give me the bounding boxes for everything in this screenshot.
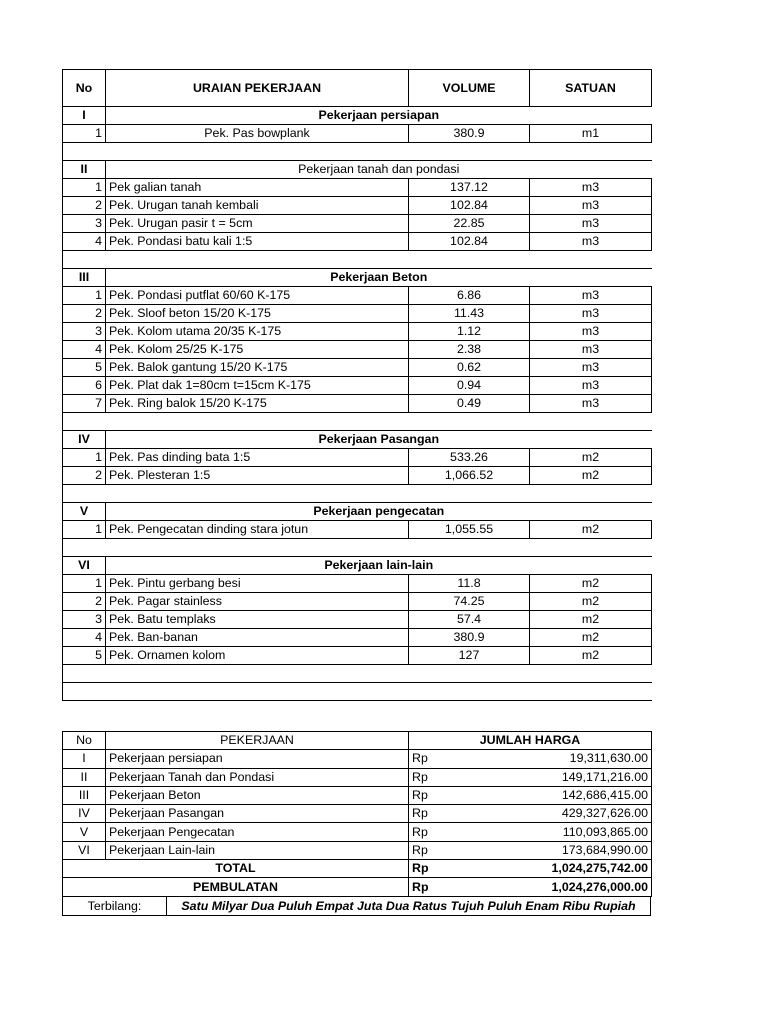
item-description: Pek. Pondasi putflat 60/60 K-175 xyxy=(106,287,409,305)
item-description: Pek. Pagar stainless xyxy=(106,593,409,611)
item-number: 2 xyxy=(63,593,106,611)
spacer-cell xyxy=(63,539,652,557)
summary-row xyxy=(63,768,652,786)
item-unit: m3 xyxy=(530,287,652,305)
item-unit: m2 xyxy=(530,449,652,467)
item-description: Pek. Batu templaks xyxy=(106,611,409,629)
section-header-row xyxy=(63,503,652,521)
currency-label: Rp xyxy=(412,788,428,803)
table-row xyxy=(63,341,652,359)
section-number: III xyxy=(63,269,106,287)
item-number: 1 xyxy=(63,521,106,539)
item-volume: 6.86 xyxy=(409,287,530,305)
item-unit: m3 xyxy=(530,395,652,413)
total-label: TOTAL xyxy=(63,860,409,878)
table-header-row xyxy=(63,70,652,107)
table-row xyxy=(63,305,652,323)
table-row xyxy=(63,215,652,233)
section-title: Pekerjaan lain-lain xyxy=(106,557,652,575)
amount-wrap xyxy=(412,842,648,859)
amount-value: 142,686,415.00 xyxy=(561,788,648,803)
summary-header-jumlah: JUMLAH HARGA xyxy=(409,732,652,750)
item-unit: m3 xyxy=(530,215,652,233)
summary-row xyxy=(63,841,652,859)
section-number: IV xyxy=(63,431,106,449)
item-unit: m2 xyxy=(530,611,652,629)
item-description: Pek. Kolom 25/25 K-175 xyxy=(106,341,409,359)
table-row xyxy=(63,647,652,665)
amount-cell xyxy=(409,768,652,786)
summary-header-pekerjaan: PEKERJAAN xyxy=(106,732,409,750)
item-number: 4 xyxy=(63,233,106,251)
summary-row xyxy=(63,750,652,768)
item-description: Pek. Urugan tanah kembali xyxy=(106,197,409,215)
item-unit: m2 xyxy=(530,467,652,485)
item-unit: m3 xyxy=(530,233,652,251)
header-satuan: SATUAN xyxy=(530,70,652,107)
spacer-row xyxy=(63,143,652,161)
pembulatan-row xyxy=(63,878,652,896)
header-uraian: URAIAN PEKERJAAN xyxy=(106,70,409,107)
item-number: 4 xyxy=(63,629,106,647)
amount-value: 429,327,626.00 xyxy=(561,806,648,821)
summary-row xyxy=(63,823,652,841)
amount-cell xyxy=(409,750,652,768)
summary-name: Pekerjaan Pasangan xyxy=(106,805,409,823)
amount-value: 1,024,276,000.00 xyxy=(551,879,648,894)
item-number: 3 xyxy=(63,611,106,629)
amount-value: 110,093,865.00 xyxy=(562,824,648,839)
header-no: No xyxy=(63,70,106,107)
summary-number: IV xyxy=(63,805,106,823)
empty-row xyxy=(63,683,652,701)
summary-number: VI xyxy=(63,841,106,859)
item-unit: m3 xyxy=(530,323,652,341)
table-row xyxy=(63,395,652,413)
item-number: 4 xyxy=(63,341,106,359)
amount-value: 1,024,275,742.00 xyxy=(551,861,648,876)
item-volume: 380.9 xyxy=(409,629,530,647)
item-volume: 11.8 xyxy=(409,575,530,593)
table-row xyxy=(63,521,652,539)
spacer-cell xyxy=(63,485,652,503)
item-description: Pek. Ring balok 15/20 K-175 xyxy=(106,395,409,413)
item-volume: 127 xyxy=(409,647,530,665)
table-row xyxy=(63,575,652,593)
item-unit: m2 xyxy=(530,593,652,611)
item-description: Pek. Pas bowplank xyxy=(106,125,409,143)
table-row xyxy=(63,593,652,611)
item-description: Pek. Urugan pasir t = 5cm xyxy=(106,215,409,233)
summary-number: III xyxy=(63,786,106,804)
item-number: 6 xyxy=(63,377,106,395)
section-number: II xyxy=(63,161,106,179)
amount-value: 149,171,216.00 xyxy=(561,769,648,784)
section-header-row xyxy=(63,557,652,575)
item-volume: 533.26 xyxy=(409,449,530,467)
item-description: Pek. Pas dinding bata 1:5 xyxy=(106,449,409,467)
cost-summary-container xyxy=(62,731,651,897)
amount-value: 19,311,630.00 xyxy=(569,751,648,766)
pembulatan-label: PEMBULATAN xyxy=(63,878,409,896)
summary-name: Pekerjaan Pengecatan xyxy=(106,823,409,841)
item-volume: 1.12 xyxy=(409,323,530,341)
amount-cell xyxy=(409,878,652,896)
item-volume: 74.25 xyxy=(409,593,530,611)
spacer-cell xyxy=(63,413,652,431)
item-description: Pek. Balok gantung 15/20 K-175 xyxy=(106,359,409,377)
section-title: Pekerjaan Pasangan xyxy=(106,431,652,449)
summary-header-no: No xyxy=(63,732,106,750)
amount-wrap xyxy=(412,860,648,877)
cost-summary-table xyxy=(62,731,652,897)
item-number: 1 xyxy=(63,125,106,143)
terbilang-label: Terbilang: xyxy=(63,897,167,915)
amount-cell xyxy=(409,860,652,878)
table-row xyxy=(63,611,652,629)
item-description: Pek galian tanah xyxy=(106,179,409,197)
item-number: 5 xyxy=(63,647,106,665)
section-title: Pekerjaan pengecatan xyxy=(106,503,652,521)
summary-name: Pekerjaan Tanah dan Pondasi xyxy=(106,768,409,786)
item-number: 7 xyxy=(63,395,106,413)
item-volume: 0.62 xyxy=(409,359,530,377)
currency-label: Rp xyxy=(412,769,428,784)
item-unit: m3 xyxy=(530,197,652,215)
item-description: Pek. Plesteran 1:5 xyxy=(106,467,409,485)
section-number: I xyxy=(63,107,106,125)
amount-wrap xyxy=(412,750,648,767)
item-number: 2 xyxy=(63,305,106,323)
currency-label: Rp xyxy=(412,751,428,766)
section-number: V xyxy=(63,503,106,521)
section-header-row xyxy=(63,107,652,125)
amount-cell xyxy=(409,786,652,804)
summary-number: V xyxy=(63,823,106,841)
summary-row xyxy=(63,786,652,804)
amount-wrap xyxy=(412,824,648,841)
total-row xyxy=(63,860,652,878)
item-unit: m3 xyxy=(530,341,652,359)
table-row xyxy=(63,629,652,647)
item-description: Pek. Ornamen kolom xyxy=(106,647,409,665)
item-volume: 0.49 xyxy=(409,395,530,413)
summary-name: Pekerjaan Beton xyxy=(106,786,409,804)
item-unit: m3 xyxy=(530,377,652,395)
item-volume: 2.38 xyxy=(409,341,530,359)
summary-number: I xyxy=(63,750,106,768)
terbilang-value: Satu Milyar Dua Puluh Empat Juta Dua Ratus Tujuh Puluh Enam Ribu Rupiah xyxy=(181,899,636,913)
summary-number: II xyxy=(63,768,106,786)
currency-label: Rp xyxy=(412,806,428,821)
table-row xyxy=(63,197,652,215)
item-unit: m3 xyxy=(530,179,652,197)
table-row xyxy=(63,323,652,341)
table-row xyxy=(63,179,652,197)
table-row xyxy=(63,449,652,467)
header-volume: VOLUME xyxy=(409,70,530,107)
item-description: Pek. Pondasi batu kali 1:5 xyxy=(106,233,409,251)
amount-wrap xyxy=(412,787,648,804)
section-title: Pekerjaan persiapan xyxy=(106,107,652,125)
amount-wrap xyxy=(412,879,648,896)
item-unit: m2 xyxy=(530,575,652,593)
table-row xyxy=(63,125,652,143)
item-number: 3 xyxy=(63,323,106,341)
summary-row xyxy=(63,805,652,823)
item-volume: 380.9 xyxy=(409,125,530,143)
section-title: Pekerjaan tanah dan pondasi xyxy=(106,161,652,179)
table-row xyxy=(63,359,652,377)
volume-table-container xyxy=(62,69,651,701)
item-description: Pek. Pintu gerbang besi xyxy=(106,575,409,593)
section-title: Pekerjaan Beton xyxy=(106,269,652,287)
amount-wrap xyxy=(412,805,648,822)
table-row xyxy=(63,287,652,305)
item-description: Pek. Kolom utama 20/35 K-175 xyxy=(106,323,409,341)
spacer-cell xyxy=(63,143,652,161)
spacer-row xyxy=(63,539,652,557)
item-unit: m2 xyxy=(530,629,652,647)
item-number: 2 xyxy=(63,467,106,485)
amount-wrap xyxy=(412,769,648,786)
empty-row xyxy=(63,665,652,683)
table-row xyxy=(63,377,652,395)
amount-cell xyxy=(409,841,652,859)
item-number: 1 xyxy=(63,287,106,305)
terbilang-row xyxy=(62,896,651,916)
item-unit: m2 xyxy=(530,521,652,539)
spacer-row xyxy=(63,485,652,503)
table-row xyxy=(63,467,652,485)
currency-label: Rp xyxy=(412,824,428,839)
summary-header-row xyxy=(63,732,652,750)
item-number: 1 xyxy=(63,575,106,593)
amount-value: 173,684,990.00 xyxy=(561,842,648,857)
section-number: VI xyxy=(63,557,106,575)
volume-table xyxy=(62,69,652,701)
amount-cell xyxy=(409,805,652,823)
currency-label: Rp xyxy=(412,861,429,876)
section-header-row xyxy=(63,161,652,179)
item-description: Pek. Pengecatan dinding stara jotun xyxy=(106,521,409,539)
empty-cell xyxy=(63,665,652,683)
currency-label: Rp xyxy=(412,879,429,894)
empty-cell xyxy=(63,683,652,701)
table-row xyxy=(63,233,652,251)
item-volume: 102.84 xyxy=(409,197,530,215)
item-volume: 0.94 xyxy=(409,377,530,395)
section-header-row xyxy=(63,431,652,449)
section-header-row xyxy=(63,269,652,287)
amount-cell xyxy=(409,823,652,841)
item-volume: 57.4 xyxy=(409,611,530,629)
item-unit: m3 xyxy=(530,305,652,323)
item-number: 2 xyxy=(63,197,106,215)
item-number: 1 xyxy=(63,449,106,467)
spacer-row xyxy=(63,413,652,431)
item-description: Pek. Sloof beton 15/20 K-175 xyxy=(106,305,409,323)
item-volume: 102.84 xyxy=(409,233,530,251)
currency-label: Rp xyxy=(412,842,428,857)
item-unit: m2 xyxy=(530,647,652,665)
item-unit: m1 xyxy=(530,125,652,143)
spacer-row xyxy=(63,251,652,269)
spacer-cell xyxy=(63,251,652,269)
item-number: 3 xyxy=(63,215,106,233)
item-volume: 1,055.55 xyxy=(409,521,530,539)
item-number: 1 xyxy=(63,179,106,197)
item-volume: 22.85 xyxy=(409,215,530,233)
item-number: 5 xyxy=(63,359,106,377)
item-volume: 1,066.52 xyxy=(409,467,530,485)
summary-name: Pekerjaan persiapan xyxy=(106,750,409,768)
item-description: Pek. Ban-banan xyxy=(106,629,409,647)
item-unit: m3 xyxy=(530,359,652,377)
item-volume: 11.43 xyxy=(409,305,530,323)
summary-name: Pekerjaan Lain-lain xyxy=(106,841,409,859)
item-volume: 137.12 xyxy=(409,179,530,197)
item-description: Pek. Plat dak 1=80cm t=15cm K-175 xyxy=(106,377,409,395)
